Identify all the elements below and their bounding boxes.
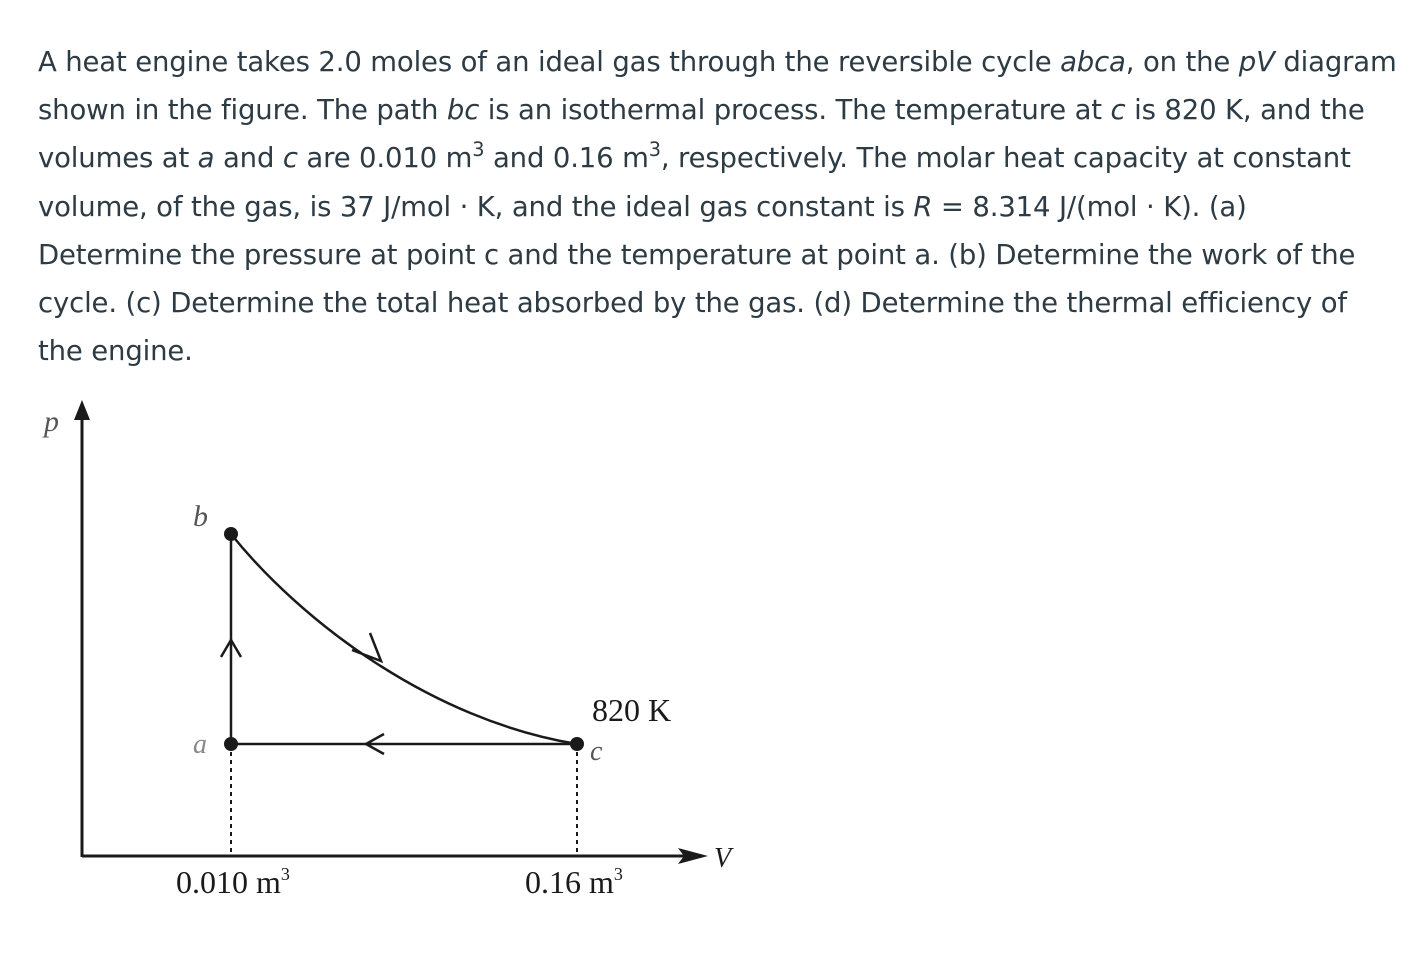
- cycle-name: abca: [1060, 46, 1126, 78]
- y-axis-label: p: [44, 405, 59, 438]
- volume-exponent-2: 3: [648, 138, 661, 162]
- volume-c-exponent: 3: [613, 864, 623, 884]
- problem-text-5: is 820 K, and the volumes at: [38, 94, 1365, 175]
- problem-text-9: , respectively. The molar heat capacity at constant volume, of the gas, is 37 J/mol · K, and the ideal gas constant is: [38, 142, 1351, 223]
- y-axis-arrowhead: [74, 400, 90, 420]
- point-a-dot: [224, 737, 238, 751]
- volume-a-exponent: 3: [280, 864, 290, 884]
- point-a-label: a: [193, 729, 207, 760]
- point-c-dot: [570, 737, 584, 751]
- problem-text-8: and 0.16 m: [484, 142, 649, 175]
- volume-a-value: 0.010 m: [176, 864, 281, 900]
- point-c-label: c: [590, 736, 603, 767]
- point-a-name: a: [197, 142, 215, 175]
- point-b-label: b: [193, 500, 208, 533]
- problem-text-6: and: [214, 142, 283, 175]
- path-name: bc: [446, 94, 480, 127]
- x-axis-label: V: [714, 843, 732, 874]
- isotherm-temperature-label: 820 K: [592, 692, 672, 728]
- problem-text-7: are 0.010 m: [297, 142, 473, 175]
- problem-text-2: , on the: [1125, 46, 1239, 78]
- path-bc-isotherm: [231, 534, 577, 744]
- volume-exponent-1: 3: [472, 138, 485, 162]
- pv-diagram: [0, 385, 760, 925]
- volume-c-value: 0.16 m: [525, 864, 614, 900]
- problem-text-4: is an isothermal process. The temperature at: [479, 94, 1111, 127]
- problem-text-10: = 8.314 J/(mol · K). (a) Determine the pressure at point c and the temperature at point a. (b) Determine the work of the cycle. (c) Determine the total heat absorbed by the gas. (d) Determine the thermal efficiency of the engine.: [38, 190, 1356, 368]
- point-c-name: c: [1110, 94, 1126, 127]
- path-bc-arrow: [352, 633, 381, 661]
- point-b-dot: [224, 527, 238, 541]
- diagram-name: pV: [1238, 46, 1275, 78]
- problem-text-1: A heat engine takes 2.0 moles of an ideal gas through the reversible cycle: [38, 46, 1061, 78]
- problem-text-3: diagram shown in the figure. The path: [38, 46, 1397, 127]
- volume-a-tick-label: [176, 864, 290, 900]
- point-c-name-2: c: [282, 142, 298, 175]
- gas-constant-symbol: R: [913, 190, 933, 223]
- volume-c-tick-label: [525, 864, 623, 900]
- problem-statement: [38, 38, 1398, 375]
